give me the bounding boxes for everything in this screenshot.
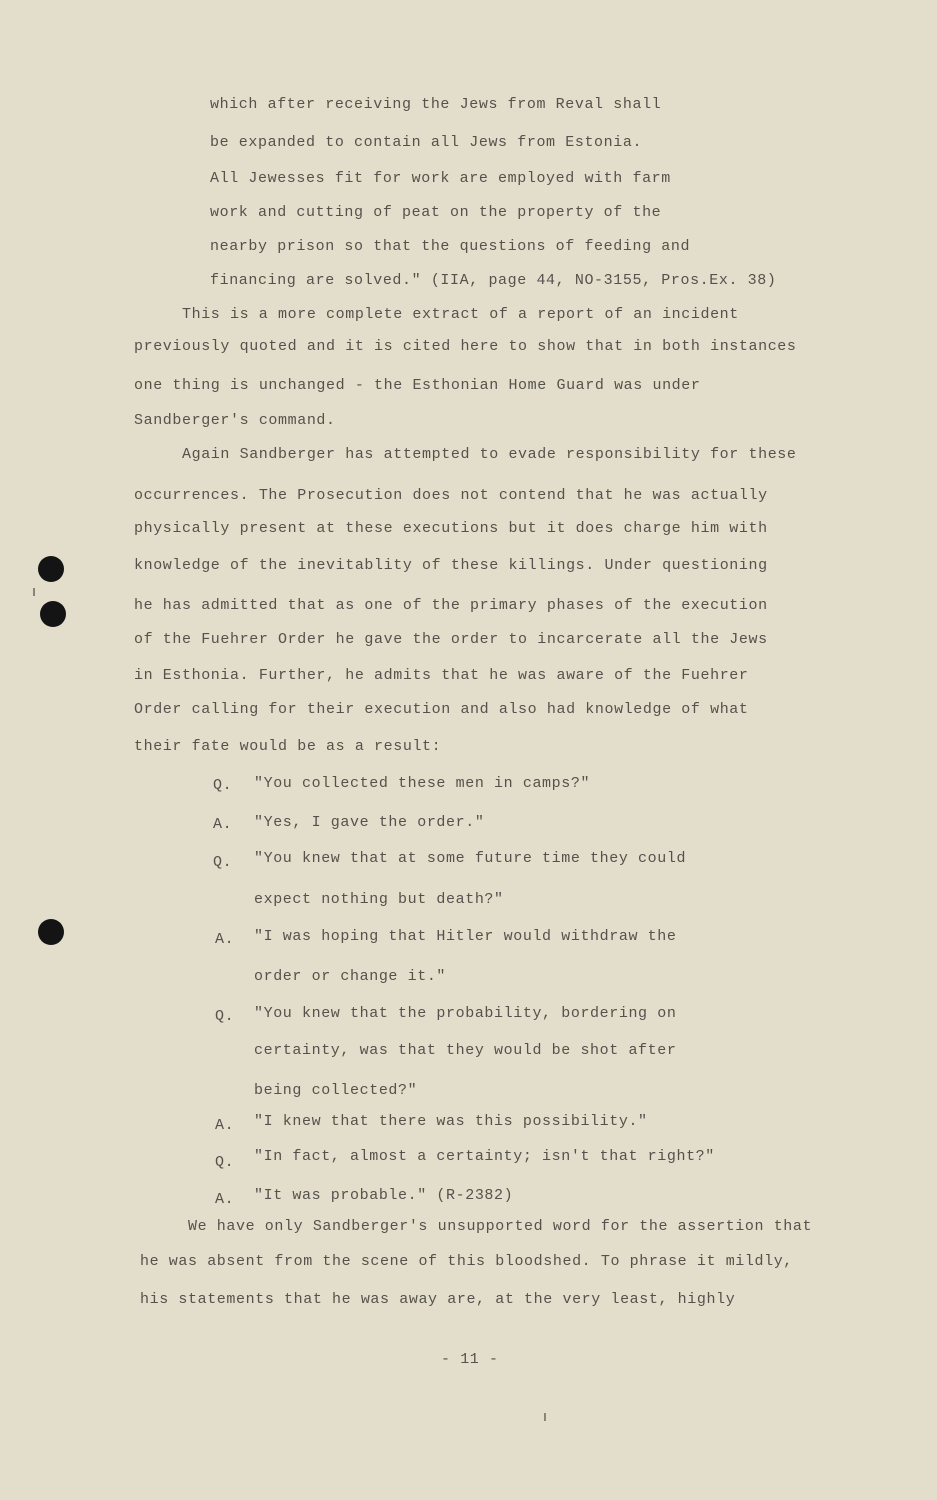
qa-text: "I was hoping that Hitler would withdraw the [254,928,677,945]
quote-line: nearby prison so that the questions of feeding and [210,238,691,255]
qa-text: "You collected these men in camps?" [254,775,591,792]
qa-speaker: Q. [213,854,233,871]
qa-text: "It was probable." (R-2382) [254,1187,514,1204]
qa-text: "You knew that the probability, bordering on [254,1005,677,1022]
qa-text: certainty, was that they would be shot after [254,1042,677,1059]
paragraph-line: Order calling for their execution and also had knowledge of what [134,701,749,718]
qa-text: "In fact, almost a certainty; isn't that right?" [254,1148,715,1165]
paper-speck [33,588,35,596]
paragraph-line: knowledge of the inevitablity of these killings. Under questioning [134,557,768,574]
page-number: - 11 - [441,1351,499,1368]
qa-speaker: A. [215,1191,235,1208]
quote-line: financing are solved." (IIA, page 44, NO-3155, Pros.Ex. 38) [210,272,777,289]
qa-speaker: A. [215,931,235,948]
paragraph-line: of the Fuehrer Order he gave the order to incarcerate all the Jews [134,631,768,648]
qa-text: expect nothing but death?" [254,891,504,908]
paragraph-line: he was absent from the scene of this bloodshed. To phrase it mildly, [140,1253,793,1270]
paragraph-line: previously quoted and it is cited here to show that in both instances [134,338,797,355]
qa-text: "You knew that at some future time they could [254,850,687,867]
qa-text: "Yes, I gave the order." [254,814,485,831]
paragraph-line: their fate would be as a result: [134,738,442,755]
paragraph-line: he has admitted that as one of the primary phases of the execution [134,597,768,614]
paragraph-line: one thing is unchanged - the Esthonian Home Guard was under [134,377,701,394]
quote-line: be expanded to contain all Jews from Estonia. [210,134,643,151]
qa-speaker: Q. [213,777,233,794]
qa-text: "I knew that there was this possibility." [254,1113,648,1130]
binder-hole-middle [40,601,66,627]
quote-line: All Jewesses fit for work are employed with farm [210,170,671,187]
qa-speaker: Q. [215,1154,235,1171]
binder-hole-top [38,556,64,582]
qa-speaker: A. [215,1117,235,1134]
qa-text: order or change it." [254,968,447,985]
paragraph-line: physically present at these executions but it does charge him with [134,520,768,537]
paper-speck [544,1413,546,1421]
qa-speaker: Q. [215,1008,235,1025]
quote-line: which after receiving the Jews from Reval shall [210,96,662,113]
paragraph-line: Sandberger's command. [134,412,336,429]
paragraph-line: his statements that he was away are, at the very least, highly [140,1291,736,1308]
qa-speaker: A. [213,816,233,833]
quote-line: work and cutting of peat on the property of the [210,204,662,221]
paragraph-line: in Esthonia. Further, he admits that he was aware of the Fuehrer [134,667,749,684]
paragraph-line: Again Sandberger has attempted to evade responsibility for these [182,446,797,463]
paragraph-line: occurrences. The Prosecution does not contend that he was actually [134,487,768,504]
binder-hole-bottom [38,919,64,945]
qa-text: being collected?" [254,1082,418,1099]
paragraph-line: This is a more complete extract of a report of an incident [182,306,739,323]
paragraph-line: We have only Sandberger's unsupported word for the assertion that [188,1218,813,1235]
